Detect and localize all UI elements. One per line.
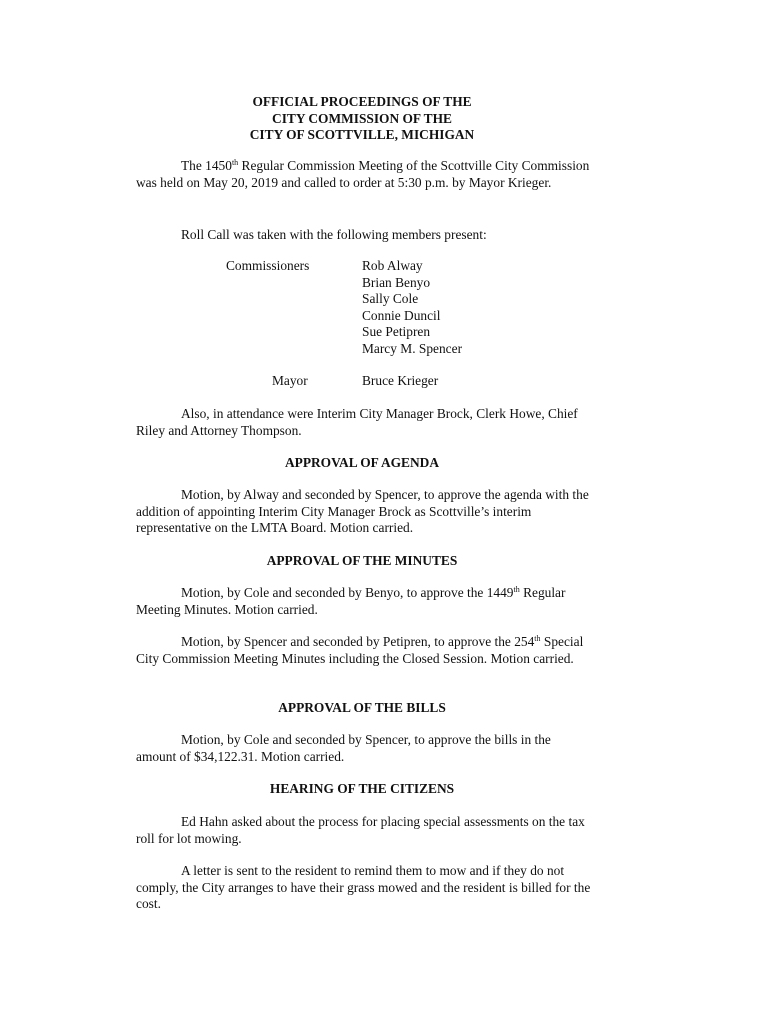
- citizens-paragraph-2: A letter is sent to the resident to remind them to mow and if they do not comply, the City arranges to have their grass mowed and the resident is billed for the cost.: [136, 863, 591, 911]
- commissioner-name: Sue Petipren: [362, 324, 431, 339]
- commissioners-label: Commissioners: [226, 258, 310, 273]
- mayor-name: Bruce Krieger: [362, 373, 439, 388]
- commissioner-name: Marcy M. Spencer: [362, 340, 463, 356]
- intro-paragraph: [136, 158, 591, 191]
- bills-motion: Motion, by Cole and seconded by Spencer, to approve the bills in the amount of $34,122.31. Motion carried.: [136, 732, 551, 764]
- intro-ordinal-suffix: th: [231, 158, 239, 167]
- minutes-motion-1: [136, 585, 591, 618]
- commissioner-name: Brian Benyo: [362, 274, 431, 290]
- minutes-motion-2: [136, 634, 591, 667]
- minutes-motion-1-suffix: th: [513, 585, 520, 594]
- minutes-motion-2-end: Special City Commission Meeting Minutes including the Closed Session. Motion carried.: [136, 634, 584, 666]
- minutes-motion-1-end: Regular Meeting Minutes. Motion carried.: [136, 585, 566, 617]
- intro-text-start: The 1450: [181, 158, 232, 173]
- minutes-motion-2-suffix: th: [534, 634, 541, 643]
- section-heading-bills: APPROVAL OF THE BILLS: [278, 700, 446, 715]
- title-line-2: CITY COMMISSION OF THE: [272, 110, 452, 126]
- section-heading-citizens: HEARING OF THE CITIZENS: [269, 781, 455, 796]
- mayor-label: Mayor: [272, 373, 308, 388]
- citizens-paragraph-1: Ed Hahn asked about the process for placing special assessments on the tax roll for lot mowing.: [136, 814, 585, 846]
- commissioner-name: Sally Cole: [362, 291, 419, 306]
- title-line-1: OFFICIAL PROCEEDINGS OF THE: [252, 94, 472, 109]
- minutes-motion-1-start: Motion, by Cole and seconded by Benyo, to approve the 1449: [181, 585, 514, 600]
- minutes-motion-2-start: Motion, by Spencer and seconded by Petipren, to approve the 254: [181, 634, 535, 649]
- intro-text-end: Regular Commission Meeting of the Scottville City Commission was held on May 20, 2019 and called to order at 5:30 p.m. by Mayor Krieger.: [136, 158, 590, 190]
- attendance-paragraph: Also, in attendance were Interim City Manager Brock, Clerk Howe, Chief Riley and Attorney Thompson.: [136, 406, 578, 438]
- title-line-3: CITY OF SCOTTVILLE, MICHIGAN: [249, 127, 475, 142]
- section-heading-agenda: APPROVAL OF AGENDA: [284, 455, 439, 470]
- commissioner-name: Rob Alway: [362, 258, 423, 273]
- section-heading-minutes: APPROVAL OF THE MINUTES: [266, 553, 458, 568]
- roll-call-intro: Roll Call was taken with the following members present:: [181, 227, 487, 242]
- commissioner-name: Connie Duncil: [362, 307, 441, 323]
- agenda-motion: Motion, by Alway and seconded by Spencer, to approve the agenda with the addition of appointing Interim City Manager Brock as Scottville’s interim representative on the LMTA Board. Motion carried.: [136, 487, 589, 535]
- document-title: [136, 94, 588, 144]
